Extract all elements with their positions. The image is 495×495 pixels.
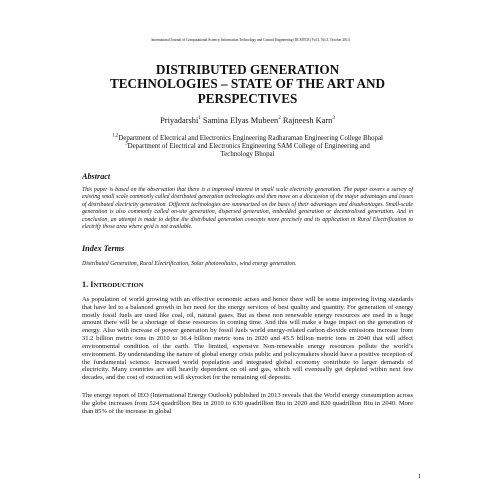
paper-title xyxy=(82,63,413,107)
author-affiliation-mark: 1 xyxy=(198,116,201,122)
title-line: TECHNOLOGIES – STATE OF THE ART AND xyxy=(109,76,386,92)
author-list xyxy=(82,116,413,126)
title-line: PERSPECTIVES xyxy=(197,91,298,107)
affiliations xyxy=(82,135,413,159)
journal-header: International Journal of Computational Science, Information Technology and Control Engineering (IJCSITCE) Vol.1, No.3, October 2014 xyxy=(151,38,350,42)
author-name: Rajneesh Karn xyxy=(282,115,333,125)
title-line: DISTRIBUTED GENERATION xyxy=(155,61,340,77)
affiliation-line: Technology Bhopal xyxy=(220,150,275,158)
affiliation-line: $^3$Department of Electrical and Electronics Engineering SAM College of Engineering and xyxy=(125,141,370,150)
page-number: 1 xyxy=(418,473,422,480)
affiliation-line: $^{1,2}$Department of Electrical and Electronics Engineering Radharaman Engineering College Bhopal xyxy=(112,133,383,142)
author-name: Priyadarshi xyxy=(160,115,199,125)
introduction-heading: 1. INTRODUCTION xyxy=(82,279,144,289)
index-terms-text: Distributed Generation, Rural Electrification, Solar photovoltaics, wind energy generation. xyxy=(82,261,297,268)
affiliation-mark: 3 xyxy=(125,141,128,147)
body-paragraph: The energy report of IEO (International Energy Outlook) published in 2013 reveals that the World energy consumption across the globe increases from 524 quadrillion Btu in 2010 to 630 quadrillion Btu in 2020 and 820 quadrillion Btu in 2040. More than 85% of the increase in global xyxy=(82,392,413,415)
body-paragraph: As population of world growing with an effective economic arises and hence there will be some improving living standards that have led to a balanced growth in her need for the energy services of best quality and quantity. For generation of energy mostly fossil fuels are used like coal, oil, natural gases. But as these non renewable energy resources are used in a huge amount there will be a shortage of these resources in coming time. And this will make a huge impact on the generation of energy. Also with increase of power generation by fossil fuels world energy-related carbon dioxide emissions increase from 31.2 billion metric tons in 2010 to 36.4 billion metric tons in 2020 and 45.5 billion metric tons in 2040 that will affect environmental condition of the earth. The limited, expensive Non-renewable energy resources pollute the world’s environment. By understanding the nature of global energy crisis public and policymakers should have a positive reception of the fundamental science. Increased world population and integrated global economy contribute to larger demands of electricity. Many countries are still heavily dependent on oil and gas, which will eventually get depleted within next few decades, and the cost of extraction will skyrocket for the remaining oil deposits. xyxy=(82,295,413,382)
abstract-heading: Abstract xyxy=(82,171,111,181)
author-name: Samina Elyas Mubeen xyxy=(202,115,279,125)
author-affiliation-mark: 2 xyxy=(278,116,281,122)
affiliation-mark: 1,2 xyxy=(112,133,119,139)
index-terms-heading: Index Terms xyxy=(82,244,125,254)
abstract-text: This paper is based on the observation that there is a improved interest in small scale electricity generation. The paper covers a survey of existing small scale commonly called distributed generation technologies and then move on a discussion of the major advantages and issues of distributed electricity generation. Different technologies are summarized on the basis of their advantages and disadvantages. Small-scale generation is also commonly called on-site generation, dispersed generation, embedded generation or decentralised generation. And in conclusion, an attempt is made to define the distributed generation concepts more precisely and its application in Rural Electrification to electrify those area where grid is not available. xyxy=(82,186,413,231)
author-affiliation-mark: 3 xyxy=(332,116,335,122)
